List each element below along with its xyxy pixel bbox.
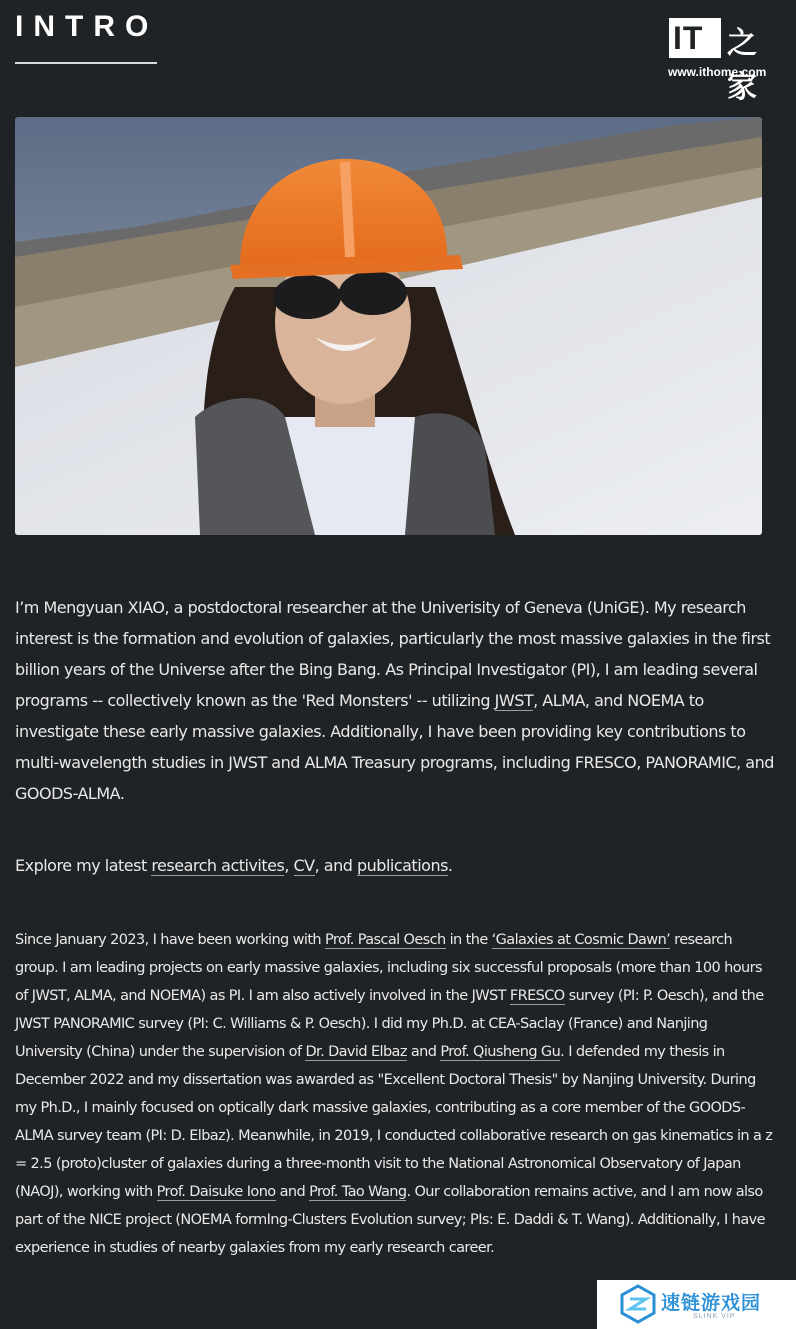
bio-text-3: research group. I am leading projects on early massive galaxies, including six successful proposals (more than 100 hours of JWST, ALMA, and NOEMA) as PI. I am also actively involved in the JWST bbox=[15, 932, 762, 1004]
explore-text-4: . bbox=[447, 856, 453, 875]
explore-text-3: , and bbox=[314, 856, 357, 875]
intro-text-1: I’m Mengyuan XIAO, a postdoctoral researcher at the Univerisity of Geneva (UniGE). My research interest is the formation and evolution of galaxies, particularly the most massive galaxies in the first billion years of the Universe after the Bing Bang. As Principal Investigator (PI), I am leading several programs -- collectively known as the 'Red Monsters' -- utilizing bbox=[15, 598, 771, 710]
elbaz-link[interactable]: Dr. David Elbaz bbox=[305, 1044, 407, 1060]
profile-photo bbox=[15, 117, 762, 535]
logo-url: www.ithome.com bbox=[668, 65, 767, 79]
bio-text-2: in the bbox=[445, 932, 492, 948]
explore-text-2: , bbox=[284, 856, 294, 875]
logo-badge bbox=[669, 18, 721, 58]
bio-text-1: Since January 2023, I have been working with bbox=[15, 932, 326, 948]
bio-text-6: . I defended my thesis in December 2022 and my dissertation was awarded as "Excellent Doctoral Thesis" by Nanjing University. During my Ph.D., I mainly focused on optically dark massive galaxies, contributing as a core member of the GOODS-ALMA survey team (PI: D. Elbaz). Meanwhile, in 2019, I conducted collaborative research on gas kinematics in a z = 2.5 (proto)cluster of galaxies during a three-month visit to the National Astronomical Observatory of Japan (NAOJ), working with bbox=[15, 1044, 773, 1200]
bio-text-4: survey (PI: P. Oesch), and the JWST PANORAMIC survey (PI: C. Williams & P. Oesch). I did my Ph.D. at CEA-Saclay (France) and Nanjing University (China) under the supervision of bbox=[15, 988, 764, 1060]
intro-paragraph bbox=[15, 592, 775, 809]
explore-text-1: Explore my latest bbox=[15, 856, 152, 875]
cv-link[interactable]: CV bbox=[293, 856, 315, 875]
logo-mark: IT bbox=[673, 20, 704, 56]
fresco-link[interactable]: FRESCO bbox=[509, 988, 565, 1004]
watermark-logo-icon bbox=[619, 1284, 657, 1324]
title-underline bbox=[15, 62, 157, 64]
iono-link[interactable]: Prof. Daisuke Iono bbox=[156, 1184, 276, 1200]
page-title: INTRO bbox=[15, 10, 159, 43]
watermark-badge bbox=[597, 1280, 796, 1329]
bio-text-5: and bbox=[406, 1044, 441, 1060]
oesch-link[interactable]: Prof. Pascal Oesch bbox=[325, 932, 446, 948]
explore-paragraph bbox=[15, 852, 775, 880]
jwst-link[interactable]: JWST bbox=[494, 691, 534, 710]
bio-text-8: . Our collaboration remains active, and I am now also part of the NICE project (NOEMA formIng-Clusters Evolution survey; PIs: E. Daddi & T. Wang). Additionally, I have experience in studies of nearby galaxies from my early research career. bbox=[15, 1184, 765, 1256]
wang-link[interactable]: Prof. Tao Wang bbox=[309, 1184, 407, 1200]
watermark-text: 速链游戏园 bbox=[661, 1292, 762, 1314]
research-activities-link[interactable]: research activites bbox=[151, 856, 285, 875]
publications-link[interactable]: publications bbox=[356, 856, 448, 875]
bio-paragraph bbox=[15, 926, 775, 1262]
site-logo[interactable] bbox=[667, 16, 779, 105]
intro-text-2: , ALMA, and NOEMA to investigate these early massive galaxies. Additionally, I have been providing key contributions to multi-wavelength studies in JWST and ALMA Treasury programs, including FRESCO, PANORAMIC, and GOODS-ALMA. bbox=[15, 691, 774, 803]
logo-glyph: 之家 bbox=[727, 26, 757, 105]
research-group-link[interactable]: ‘Galaxies at Cosmic Dawn’ bbox=[491, 932, 671, 948]
bio-text-7: and bbox=[275, 1184, 310, 1200]
gu-link[interactable]: Prof. Qiusheng Gu bbox=[440, 1044, 561, 1060]
watermark-subtext: SLINK VIP bbox=[693, 1313, 736, 1320]
